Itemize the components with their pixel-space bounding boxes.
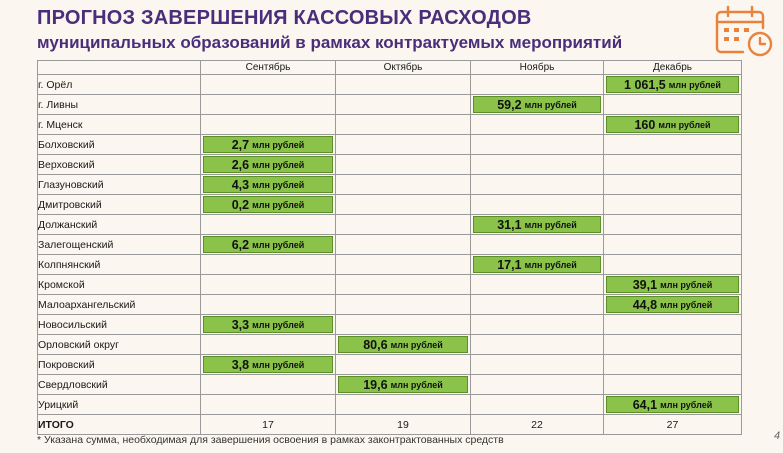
month-cell: [471, 175, 604, 195]
total-value: 27: [604, 415, 742, 435]
amount-unit: млн рублей: [390, 339, 443, 350]
amount-unit: млн рублей: [252, 179, 305, 190]
header-month: Ноябрь: [471, 61, 604, 75]
amount-value: 2,6: [231, 157, 250, 172]
header-month: Октябрь: [336, 61, 471, 75]
month-cell: [201, 395, 336, 415]
month-cell: [604, 375, 742, 395]
amount-value: 3,3: [231, 317, 250, 332]
amount-value: 59,2: [497, 97, 522, 112]
month-cell: [336, 215, 471, 235]
amount-unit: млн рублей: [252, 239, 305, 250]
calendar-clock-icon: [713, 4, 775, 58]
municipality-name: Кромской: [38, 275, 201, 295]
month-cell: [336, 255, 471, 275]
month-cell: [604, 255, 742, 275]
amount-unit: млн рублей: [524, 259, 577, 270]
month-cell: [471, 315, 604, 335]
month-cell: [336, 115, 471, 135]
month-cell: [604, 355, 742, 375]
amount-badge: [473, 256, 601, 273]
month-cell: [471, 355, 604, 375]
amount-unit: млн рублей: [660, 279, 713, 290]
page-subtitle: муниципальных образований в рамках контрактуемых мероприятий: [37, 33, 623, 52]
month-cell: [201, 315, 336, 335]
table-row: [38, 215, 742, 235]
amount-badge: [606, 396, 739, 413]
month-cell: [336, 75, 471, 95]
amount-value: 44,8: [632, 297, 658, 312]
municipality-name: Малоархангельский: [38, 295, 201, 315]
month-cell: [604, 135, 742, 155]
table-row: [38, 355, 742, 375]
month-cell: [201, 175, 336, 195]
month-cell: [604, 175, 742, 195]
amount-unit: млн рублей: [668, 79, 721, 90]
header-empty: [38, 61, 201, 75]
amount-unit: млн рублей: [390, 379, 443, 390]
month-cell: [604, 275, 742, 295]
month-cell: [336, 395, 471, 415]
month-cell: [604, 235, 742, 255]
amount-unit: млн рублей: [252, 159, 305, 170]
header-month: Декабрь: [604, 61, 742, 75]
month-cell: [471, 215, 604, 235]
amount-badge: [203, 356, 333, 373]
amount-unit: млн рублей: [658, 119, 711, 130]
total-value: 19: [336, 415, 471, 435]
month-cell: [336, 135, 471, 155]
month-cell: [471, 115, 604, 135]
table-row: [38, 75, 742, 95]
month-cell: [471, 95, 604, 115]
amount-unit: млн рублей: [252, 359, 305, 370]
month-cell: [471, 375, 604, 395]
month-cell: [201, 75, 336, 95]
table-row: [38, 395, 742, 415]
month-cell: [604, 195, 742, 215]
month-cell: [471, 275, 604, 295]
municipality-name: Орловский округ: [38, 335, 201, 355]
municipality-name: г. Орёл: [38, 75, 201, 95]
month-cell: [201, 335, 336, 355]
municipality-name: Дмитровский: [38, 195, 201, 215]
month-cell: [604, 95, 742, 115]
amount-value: 4,3: [231, 177, 250, 192]
month-cell: [471, 255, 604, 275]
table-row: [38, 235, 742, 255]
month-cell: [336, 295, 471, 315]
month-cell: [471, 155, 604, 175]
table-row: [38, 155, 742, 175]
month-cell: [471, 75, 604, 95]
amount-value: 160: [634, 117, 656, 132]
month-cell: [604, 115, 742, 135]
month-cell: [471, 335, 604, 355]
amount-badge: [473, 96, 601, 113]
forecast-table: [37, 60, 742, 435]
month-cell: [336, 375, 471, 395]
month-cell: [336, 275, 471, 295]
amount-value: 17,1: [497, 257, 522, 272]
municipality-name: Урицкий: [38, 395, 201, 415]
table-row: [38, 255, 742, 275]
amount-badge: [203, 136, 333, 153]
total-value: 22: [471, 415, 604, 435]
amount-value: 39,1: [632, 277, 658, 292]
amount-unit: млн рублей: [660, 299, 713, 310]
total-value: 17: [201, 415, 336, 435]
month-cell: [201, 295, 336, 315]
municipality-name: Покровский: [38, 355, 201, 375]
month-cell: [201, 215, 336, 235]
municipality-name: Болховский: [38, 135, 201, 155]
amount-value: 1 061,5: [624, 77, 666, 92]
municipality-name: Колпнянский: [38, 255, 201, 275]
amount-badge: [606, 116, 739, 133]
amount-badge: [203, 156, 333, 173]
month-cell: [471, 235, 604, 255]
amount-value: 3,8: [231, 357, 250, 372]
table-row: [38, 315, 742, 335]
amount-badge: [473, 216, 601, 233]
amount-badge: [606, 296, 739, 313]
month-cell: [336, 195, 471, 215]
amount-value: 80,6: [363, 337, 388, 352]
table-row: [38, 375, 742, 395]
amount-badge: [338, 336, 468, 353]
amount-value: 64,1: [632, 397, 658, 412]
month-cell: [336, 335, 471, 355]
table-row: [38, 295, 742, 315]
page-number: 4: [774, 430, 781, 442]
municipality-name: г. Ливны: [38, 95, 201, 115]
table-row: [38, 175, 742, 195]
amount-unit: млн рублей: [524, 219, 577, 230]
month-cell: [201, 155, 336, 175]
amount-badge: [606, 276, 739, 293]
amount-unit: млн рублей: [252, 199, 305, 210]
month-cell: [604, 295, 742, 315]
total-row: [38, 415, 742, 435]
month-cell: [604, 215, 742, 235]
month-cell: [604, 315, 742, 335]
month-cell: [471, 135, 604, 155]
amount-badge: [203, 316, 333, 333]
month-cell: [604, 75, 742, 95]
municipality-name: Должанский: [38, 215, 201, 235]
footnote: * Указана сумма, необходимая для завершения освоения в рамках законтрактованных средств: [37, 434, 504, 446]
month-cell: [336, 95, 471, 115]
table-header-row: [38, 61, 742, 75]
month-cell: [201, 275, 336, 295]
month-cell: [201, 115, 336, 135]
month-cell: [471, 295, 604, 315]
month-cell: [604, 335, 742, 355]
month-cell: [201, 195, 336, 215]
month-cell: [201, 135, 336, 155]
table-row: [38, 115, 742, 135]
amount-unit: млн рублей: [524, 99, 577, 110]
page-title: ПРОГНОЗ ЗАВЕРШЕНИЯ КАССОВЫХ РАСХОДОВ: [37, 7, 532, 29]
amount-badge: [338, 376, 468, 393]
table-row: [38, 95, 742, 115]
month-cell: [336, 235, 471, 255]
amount-unit: млн рублей: [252, 319, 305, 330]
municipality-name: г. Мценск: [38, 115, 201, 135]
amount-value: 2,7: [231, 137, 250, 152]
month-cell: [604, 395, 742, 415]
month-cell: [336, 155, 471, 175]
header-month: Сентябрь: [201, 61, 336, 75]
month-cell: [201, 95, 336, 115]
month-cell: [336, 315, 471, 335]
month-cell: [336, 355, 471, 375]
month-cell: [201, 255, 336, 275]
municipality-name: Свердловский: [38, 375, 201, 395]
table-row: [38, 275, 742, 295]
table-row: [38, 135, 742, 155]
month-cell: [201, 375, 336, 395]
month-cell: [336, 175, 471, 195]
municipality-name: Верховский: [38, 155, 201, 175]
amount-badge: [203, 196, 333, 213]
amount-badge: [203, 236, 333, 253]
month-cell: [201, 235, 336, 255]
month-cell: [604, 155, 742, 175]
amount-value: 6,2: [231, 237, 250, 252]
amount-badge: [203, 176, 333, 193]
table-row: [38, 335, 742, 355]
amount-unit: млн рублей: [660, 399, 713, 410]
month-cell: [201, 355, 336, 375]
municipality-name: Залегощенский: [38, 235, 201, 255]
amount-value: 19,6: [363, 377, 388, 392]
amount-unit: млн рублей: [252, 139, 305, 150]
table-row: [38, 195, 742, 215]
amount-value: 0,2: [231, 197, 250, 212]
total-label: ИТОГО: [38, 415, 201, 435]
month-cell: [471, 395, 604, 415]
municipality-name: Глазуновский: [38, 175, 201, 195]
municipality-name: Новосильский: [38, 315, 201, 335]
month-cell: [471, 195, 604, 215]
amount-value: 31,1: [497, 217, 522, 232]
amount-badge: [606, 76, 739, 93]
